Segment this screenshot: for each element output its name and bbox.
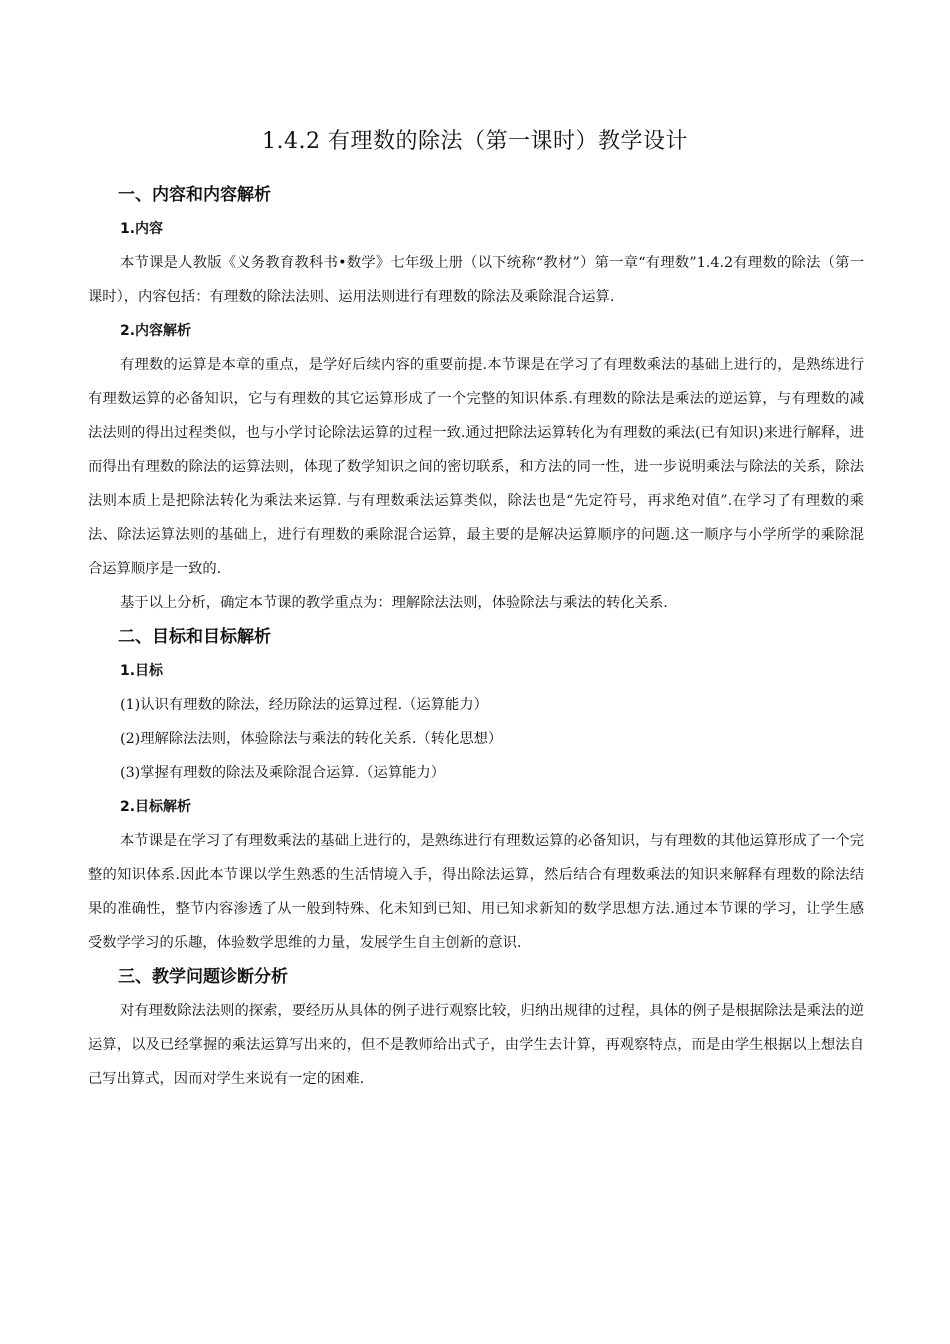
paragraph-content: 本节课是人教版《义务教育教科书•数学》七年级上册（以下统称“教材”）第一章“有理数”1.4.2有理数的除法（第一课时），内容包括：有理数的除法法则、运用法则进行有理数的除法及乘除混合运算. — [88, 255, 864, 305]
goal-item-3: (3)掌握有理数的除法及乘除混合运算.（运算能力） — [120, 765, 446, 781]
subheading-goals: 1.目标 — [120, 663, 164, 679]
section-heading-content-analysis: 一、内容和内容解析 — [118, 185, 271, 205]
section-heading-problem-diagnosis: 三、教学问题诊断分析 — [118, 967, 288, 987]
subheading-content-analysis: 2.内容解析 — [120, 323, 192, 339]
section-heading-goals: 二、目标和目标解析 — [118, 627, 271, 647]
document-title: 1.4.2 有理数的除法（第一课时）教学设计 — [262, 129, 688, 154]
goal-item-1: (1)认识有理数的除法，经历除法的运算过程.（运算能力） — [120, 697, 488, 713]
paragraph-problem-diagnosis: 对有理数除法法则的探索，要经历从具体的例子进行观察比较，归纳出规律的过程，具体的例子是根据除法是乘法的逆运算，以及已经掌握的乘法运算写出来的，但不是教师给出式子，由学生去计算，再观察特点，而是由学生根据以上想法自己写出算式，因而对学生来说有一定的困难. — [88, 1003, 864, 1087]
document-body — [88, 178, 864, 1096]
subheading-content: 1.内容 — [120, 221, 164, 237]
paragraph-content-analysis: 有理数的运算是本章的重点，是学好后续内容的重要前提.本节课是在学习了有理数乘法的基础上进行的，是熟练进行有理数运算的必备知识，它与有理数的其它运算形成了一个完整的知识体系.有理数的除法是乘法的逆运算，与有理数的减法法则的得出过程类似，也与小学讨论除法运算的过程一致.通过把除法运算转化为有理数的乘法(已有知识)来进行解释，进而得出有理数的除法的运算法则，体现了数学知识之间的密切联系，和方法的同一性，进一步说明乘法与除法的关系，除法法则本质上是把除法转化为乘法来运算. 与有理数乘法运算类似，除法也是“先定符号，再求绝对值”.在学习了有理数的乘法、除法运算法则的基础上，进行有理数的乘除混合运算，最主要的是解决运算顺序的问题.这一顺序与小学所学的乘除混合运算顺序是一致的. — [88, 357, 864, 577]
paragraph-teaching-focus: 基于以上分析，确定本节课的教学重点为：理解除法法则，体验除法与乘法的转化关系. — [120, 595, 668, 611]
subheading-goal-analysis: 2.目标解析 — [120, 799, 192, 815]
paragraph-goal-analysis: 本节课是在学习了有理数乘法的基础上进行的，是熟练进行有理数运算的必备知识，与有理数的其他运算形成了一个完整的知识体系.因此本节课以学生熟悉的生活情境入手，得出除法运算，然后结合有理数乘法的知识来解释有理数的除法结果的准确性，整节内容渗透了从一般到特殊、化未知到已知、用已知求新知的数学思想方法.通过本节课的学习，让学生感受数学学习的乐趣，体验数学思维的力量，发展学生自主创新的意识. — [88, 833, 864, 951]
goal-item-2: (2)理解除法法则，体验除法与乘法的转化关系.（转化思想） — [120, 731, 503, 747]
